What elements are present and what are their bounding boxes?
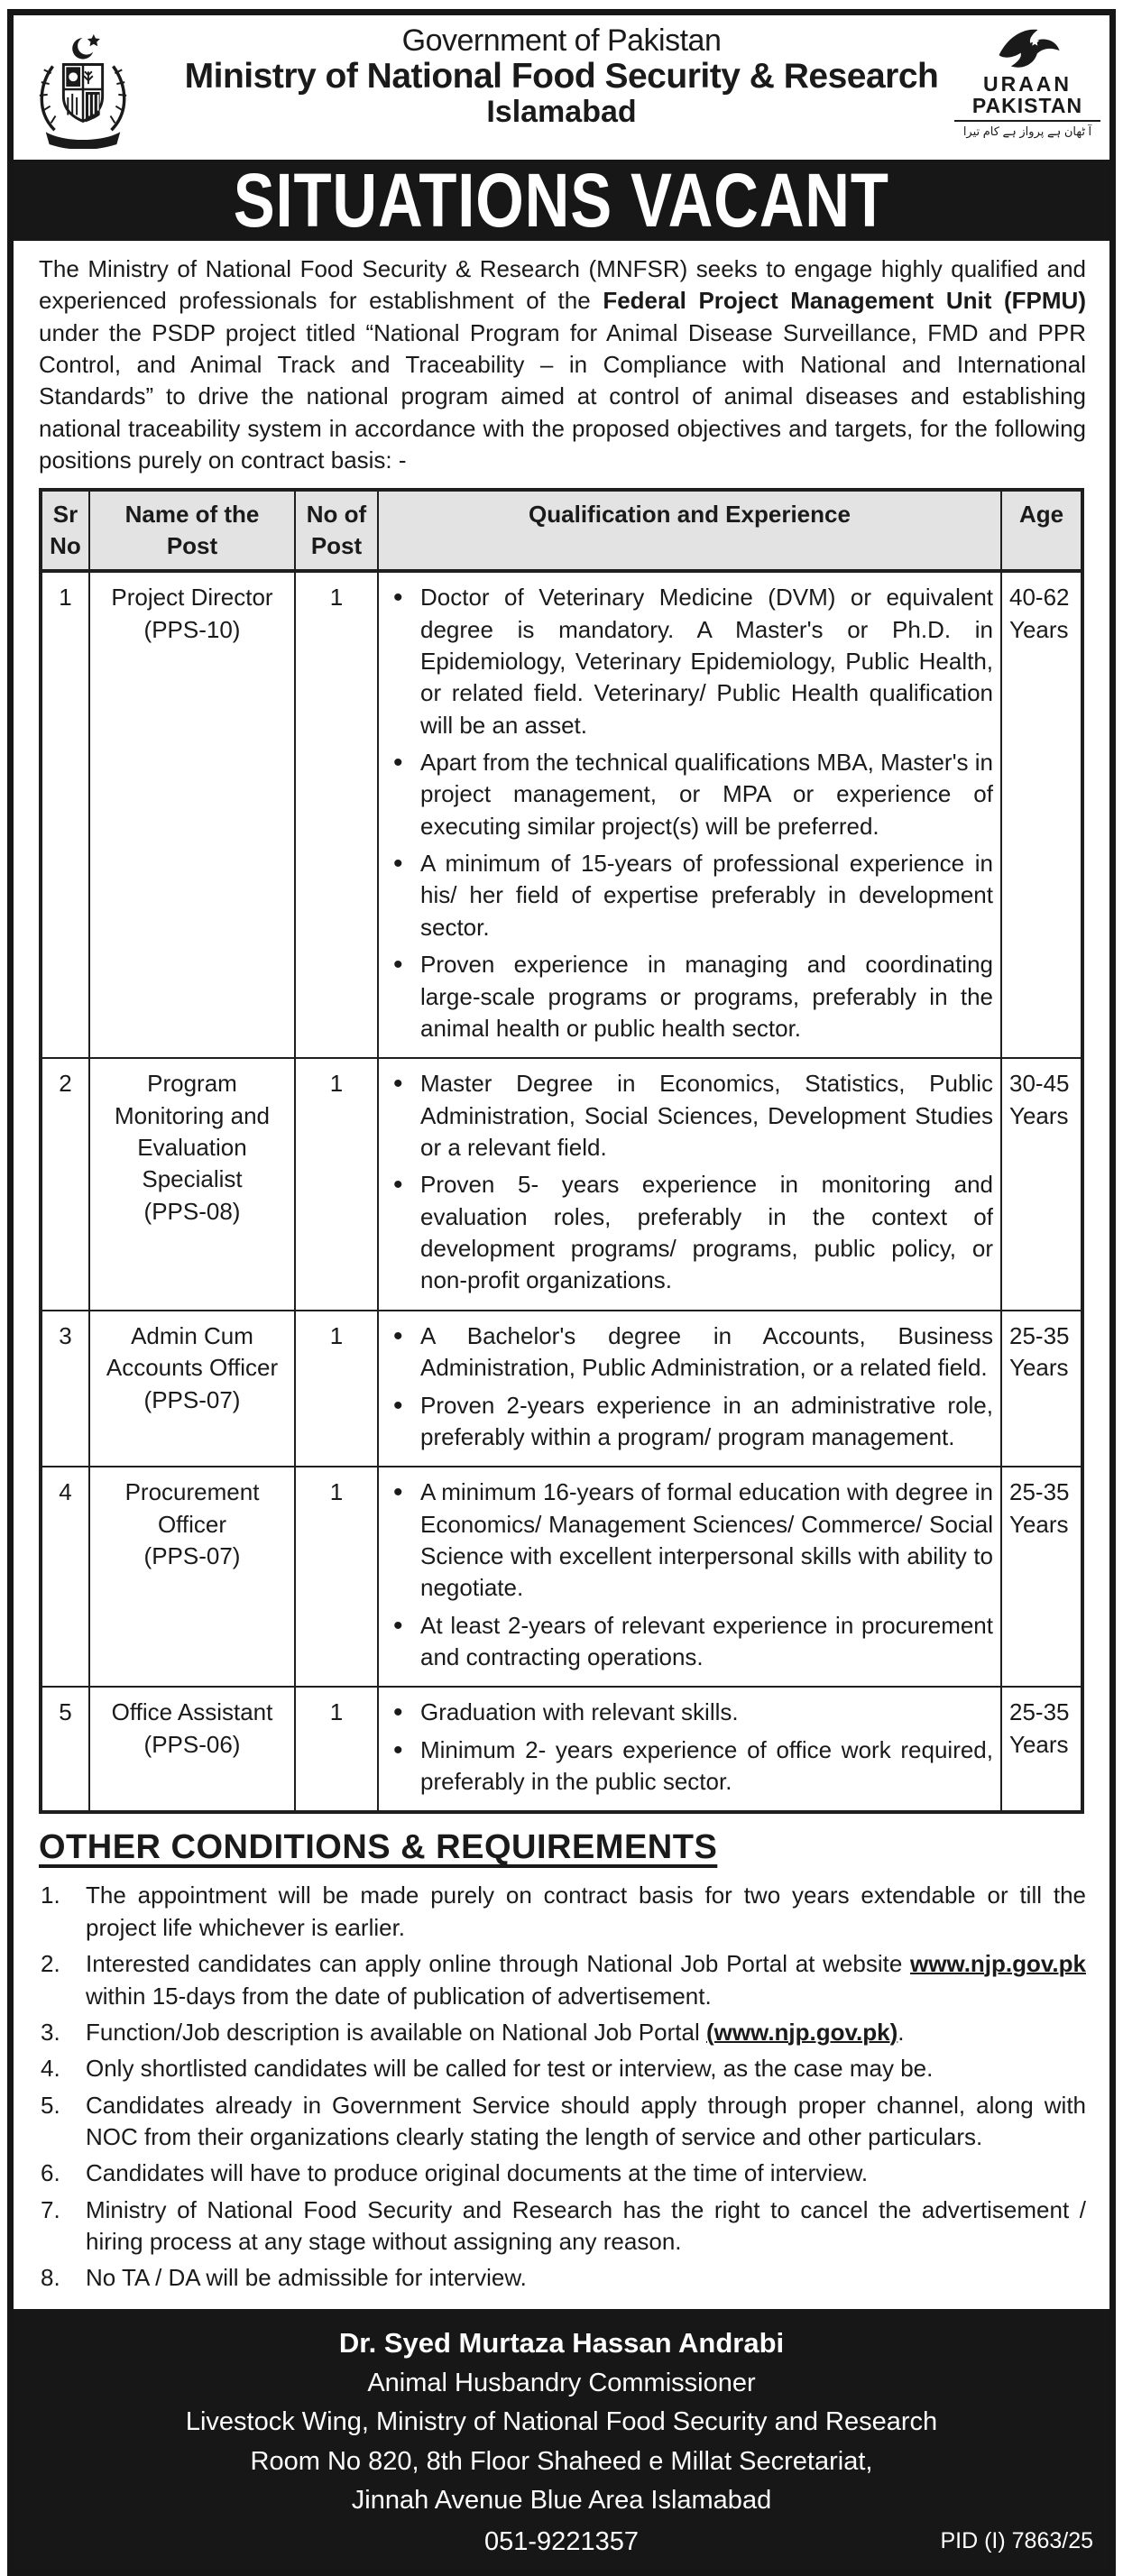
cell-qualification bbox=[378, 571, 1001, 1058]
cell-post-count: 1 bbox=[295, 1687, 378, 1812]
cell-qualification bbox=[378, 1687, 1001, 1812]
condition-number: 3. bbox=[41, 2018, 60, 2046]
cell-age: 25-35 Years bbox=[1001, 1311, 1082, 1467]
banner-title: SITUATIONS VACANT bbox=[234, 160, 889, 241]
qualification-bullet: • A minimum of 15-years of professional experience in his/ her field of expertise preferably in development sector. bbox=[379, 848, 993, 943]
condition-number: 1. bbox=[41, 1881, 60, 1909]
cell-qualification bbox=[378, 1058, 1001, 1311]
signatory-designation: Animal Husbandry Commissioner bbox=[367, 2368, 756, 2397]
signatory-address-line2: Jinnah Avenue Blue Area Islamabad bbox=[351, 2486, 772, 2516]
condition-item bbox=[41, 2194, 1086, 2259]
condition-number: 7. bbox=[41, 2195, 60, 2223]
condition-number: 4. bbox=[41, 2055, 60, 2083]
cell-sr: 1 bbox=[41, 571, 89, 1058]
condition-number: 8. bbox=[41, 2264, 60, 2292]
conditions-list bbox=[41, 1880, 1086, 2294]
condition-item bbox=[41, 2157, 1086, 2189]
qualification-bullet: • Proven 2-years experience in an administrative role, preferably within a program/ program management. bbox=[379, 1390, 993, 1454]
pid-number: PID (I) 7863/25 bbox=[940, 2528, 1093, 2554]
col-header-sr-no: Sr No bbox=[41, 490, 89, 572]
col-header-post-count: No of Post bbox=[295, 490, 378, 572]
qualification-bullet: • Master Degree in Economics, Statistics, Public Administration, Social Sciences, Development Studies or a relevant field. bbox=[379, 1068, 993, 1164]
intro-part2: under the PSDP project titled “National Program for Animal Disease Surveillance, FMD and PPR Control, and Animal Track and Traceability – in Compliance with National and International Standards” to drive the national program aimed at control of animal diseases and establishing national traceability system in accordance with the proposed objectives and targets, for the following positions purely on contract basis: - bbox=[39, 318, 1086, 474]
cell-age: 40-62 Years bbox=[1001, 571, 1082, 1058]
cell-post-count: 1 bbox=[295, 1058, 378, 1311]
uraan-slogan-urdu: آ ٹھان ہے پرواز ہے کام تیرا bbox=[962, 124, 1092, 139]
masthead bbox=[14, 15, 1109, 160]
cell-sr: 5 bbox=[41, 1687, 89, 1812]
cell-qualification bbox=[378, 1467, 1001, 1687]
qualification-bullet: • At least 2-years of relevant experience in procurement and contracting operations. bbox=[379, 1610, 993, 1674]
col-header-qualification: Qualification and Experience bbox=[378, 490, 1001, 572]
condition-item bbox=[41, 2090, 1086, 2154]
condition-text: Candidates will have to produce original documents at the time of interview. bbox=[86, 2159, 869, 2187]
condition-item bbox=[41, 1948, 1086, 2012]
signatory-office: Livestock Wing, Ministry of National Food Security and Research bbox=[185, 2407, 938, 2437]
condition-text: Only shortlisted candidates will be called for test or interview, as the case may be. bbox=[86, 2055, 934, 2083]
intro-part1: The Ministry of National Food Security & Research (MNFSR) seeks to engage highly qualified and experienced professionals for establishment of the bbox=[39, 255, 1086, 315]
contact-phone: 051-9221357 bbox=[484, 2526, 639, 2556]
signatory-name: Dr. Syed Murtaza Hassan Andrabi bbox=[338, 2326, 785, 2359]
cell-post-count: 1 bbox=[295, 571, 378, 1058]
qualification-bullet: • Graduation with relevant skills. bbox=[379, 1697, 993, 1728]
condition-text: Ministry of National Food Security and Research has the right to cancel the advertisement / hiring process at any stage without assigning any reason. bbox=[86, 2195, 1086, 2256]
city-line: Islamabad bbox=[486, 94, 637, 129]
qualification-bullet: • Doctor of Veterinary Medicine (DVM) or equivalent degree is mandatory. A Master's or Ph.D. in Epidemiology, Veterinary Epidemiology, Public Health, or related field. Veterinary/ Public Health qualification will be an asset. bbox=[379, 582, 993, 741]
condition-item bbox=[41, 2017, 1086, 2048]
cell-age: 30-45 Years bbox=[1001, 1058, 1082, 1311]
col-header-age: Age bbox=[1001, 490, 1082, 572]
other-conditions-heading: OTHER CONDITIONS & REQUIREMENTS bbox=[39, 1828, 718, 1867]
table-row bbox=[41, 1311, 1082, 1467]
condition-text: No TA / DA will be admissible for interview. bbox=[86, 2264, 527, 2292]
pakistan-emblem-icon bbox=[30, 30, 136, 149]
condition-item bbox=[41, 2053, 1086, 2084]
qualification-bullet: • Proven 5- years experience in monitoring and evaluation roles, preferably in the context of development programs/ programs, public policy, or non-profit organizations. bbox=[379, 1169, 993, 1296]
cell-post-name: Program Monitoring and Evaluation Specialist (PPS-08) bbox=[89, 1058, 295, 1311]
table-header-row bbox=[41, 490, 1082, 572]
signature-footer bbox=[14, 2309, 1109, 2570]
ministry-title: Ministry of National Food Security & Research bbox=[184, 56, 939, 96]
cell-age: 25-35 Years bbox=[1001, 1687, 1082, 1812]
cell-post-name: Office Assistant (PPS-06) bbox=[89, 1687, 295, 1812]
cell-sr: 2 bbox=[41, 1058, 89, 1311]
cell-post-count: 1 bbox=[295, 1467, 378, 1687]
table-row bbox=[41, 1687, 1082, 1812]
uraan-bird-icon bbox=[989, 21, 1066, 73]
advertisement bbox=[7, 9, 1116, 2576]
condition-text: Function/Job description is available on National Job Portal (www.njp.gov.pk). bbox=[86, 2018, 905, 2046]
condition-text: Interested candidates can apply online through National Job Portal at website www.njp.gov.pk within 15-days from the date of publication of advertisement. bbox=[86, 1950, 1086, 2010]
condition-text: The appointment will be made purely on contract basis for two years extendable or till the project life whichever is earlier. bbox=[86, 1881, 1086, 1941]
table-row bbox=[41, 571, 1082, 1058]
cell-age: 25-35 Years bbox=[1001, 1467, 1082, 1687]
condition-number: 5. bbox=[41, 2091, 60, 2119]
condition-item bbox=[41, 1880, 1086, 1944]
cell-sr: 3 bbox=[41, 1311, 89, 1467]
qualification-bullet: • A Bachelor's degree in Accounts, Business Administration, Public Administration, or a related field. bbox=[379, 1320, 993, 1385]
col-header-post-name: Name of the Post bbox=[89, 490, 295, 572]
qualification-bullet: • A minimum 16-years of formal education with degree in Economics/ Management Sciences/ Commerce/ Social Science with excellent interpersonal skills with ability to negotiate. bbox=[379, 1477, 993, 1604]
intro-paragraph bbox=[39, 253, 1086, 477]
condition-item bbox=[41, 2262, 1086, 2294]
masthead-text bbox=[14, 15, 1109, 129]
cell-post-name: Procurement Officer (PPS-07) bbox=[89, 1467, 295, 1687]
cell-post-name: Project Director (PPS-10) bbox=[89, 571, 295, 1058]
qualification-bullet: • Apart from the technical qualifications MBA, Master's in project management, or MPA or experience of executing similar project(s) will be preferred. bbox=[379, 747, 993, 842]
uraan-pakistan-logo bbox=[951, 21, 1104, 139]
cell-post-name: Admin Cum Accounts Officer (PPS-07) bbox=[89, 1311, 295, 1467]
uraan-logo-line1: URAAN bbox=[982, 72, 1072, 96]
cell-sr: 4 bbox=[41, 1467, 89, 1687]
njp-portal-link[interactable]: (www.njp.gov.pk) bbox=[705, 2018, 898, 2046]
situations-vacant-banner bbox=[14, 160, 1109, 241]
qualification-bullet: • Proven experience in managing and coordinating large-scale programs or programs, preferably in the animal health or public health sector. bbox=[379, 949, 993, 1044]
cell-qualification bbox=[378, 1311, 1001, 1467]
intro-bold-fpmu: Federal Project Management Unit (FPMU) bbox=[603, 287, 1086, 315]
cell-post-count: 1 bbox=[295, 1311, 378, 1467]
table-row bbox=[41, 1467, 1082, 1687]
condition-number: 6. bbox=[41, 2159, 60, 2187]
condition-number: 2. bbox=[41, 1950, 60, 1978]
table-row bbox=[41, 1058, 1082, 1311]
vacancies-table bbox=[39, 488, 1084, 1815]
qualification-bullet: • Minimum 2- years experience of office work required, preferably in the public sector. bbox=[379, 1734, 993, 1799]
njp-portal-link[interactable]: www.njp.gov.pk bbox=[910, 1950, 1086, 1978]
government-line: Government of Pakistan bbox=[401, 23, 722, 58]
signatory-address-line1: Room No 820, 8th Floor Shaheed e Millat Secretariat, bbox=[250, 2446, 873, 2476]
condition-text: Candidates already in Government Service should apply through proper channel, along with NOC from their organizations clearly stating the length of service and other particulars. bbox=[86, 2091, 1086, 2150]
uraan-logo-line2: PAKISTAN bbox=[954, 95, 1100, 122]
